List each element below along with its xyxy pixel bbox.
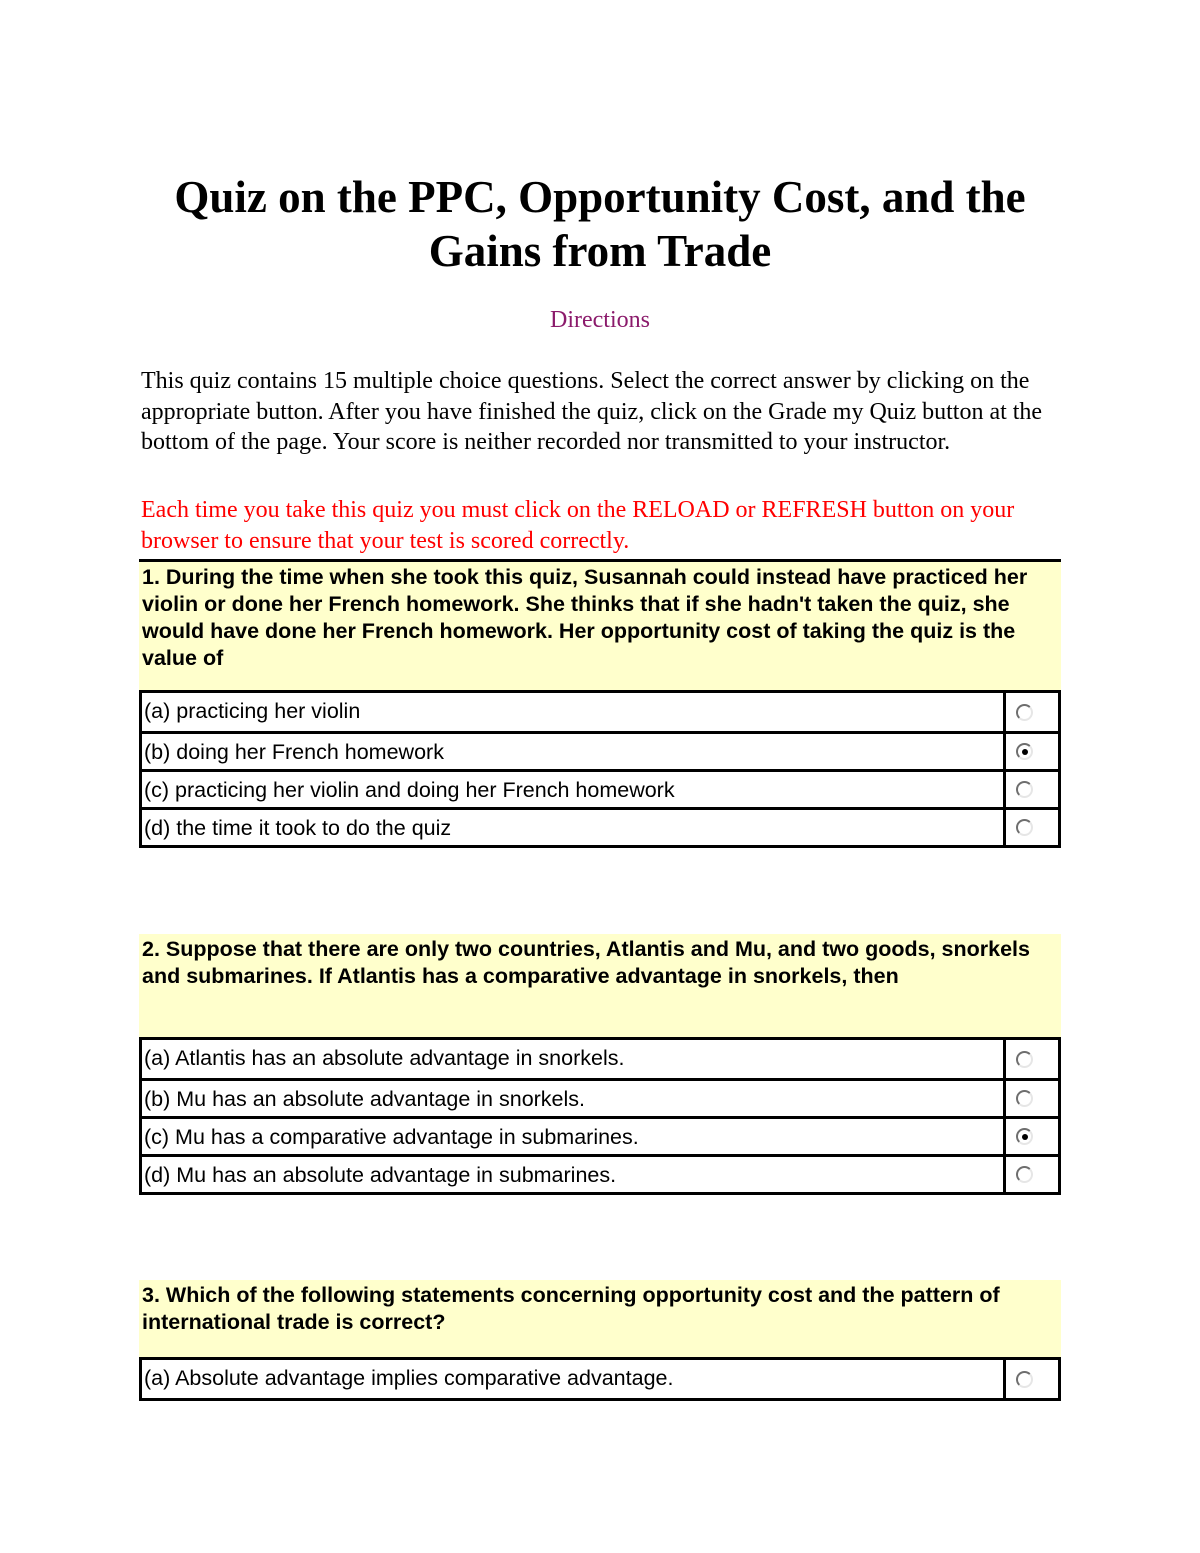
reload-warning: Each time you take this quiz you must click on the RELOAD or REFRESH button on your browser to ensure that your test is scored correctly. [141,497,1015,554]
question-3-options [139,1357,1061,1401]
option-row [142,1154,1058,1192]
option-label: (d) the time it took to do the quiz [142,810,1006,845]
question-2-options [139,1037,1061,1195]
option-radio-cell [1006,693,1058,731]
option-row [142,1116,1058,1154]
question-1 [139,559,1061,848]
option-row [142,731,1058,769]
radio-button[interactable] [1016,1371,1033,1388]
option-label: (b) doing her French homework [142,734,1006,769]
question-3-stem: 3. Which of the following statements concerning opportunity cost and the pattern of international trade is correct? [139,1280,1061,1357]
option-label: (a) Absolute advantage implies comparative advantage. [142,1360,1006,1398]
radio-button[interactable] [1016,1128,1033,1145]
radio-button[interactable] [1016,781,1033,798]
option-label: (d) Mu has an absolute advantage in submarines. [142,1157,1006,1192]
option-label: (c) practicing her violin and doing her French homework [142,772,1006,807]
option-radio-cell [1006,1119,1058,1154]
option-row [142,693,1058,731]
question-3 [139,1280,1061,1401]
option-label: (b) Mu has an absolute advantage in snorkels. [142,1081,1006,1116]
option-radio-cell [1006,1081,1058,1116]
option-label: (c) Mu has a comparative advantage in submarines. [142,1119,1006,1154]
question-1-stem: 1. During the time when she took this quiz, Susannah could instead have practiced her violin or done her French homework. She thinks that if she hadn't taken the quiz, she would have done her French homework. Her opportunity cost of taking the quiz is the value of [139,559,1061,690]
page-title: Quiz on the PPC, Opportunity Cost, and the Gains from Trade [174,172,1026,276]
question-1-options [139,690,1061,848]
option-radio-cell [1006,734,1058,769]
option-radio-cell [1006,1360,1058,1398]
intro-paragraph: This quiz contains 15 multiple choice questions. Select the correct answer by clicking on the appropriate button. After you have finished the quiz, click on the Grade my Quiz button at the bottom of the page. Your score is neither recorded nor transmitted to your instructor. [141,368,1043,455]
option-label: (a) practicing her violin [142,693,1006,731]
question-2-stem: 2. Suppose that there are only two countries, Atlantis and Mu, and two goods, snorkels and submarines. If Atlantis has a comparative advantage in snorkels, then [139,934,1061,1037]
radio-button[interactable] [1016,1090,1033,1107]
radio-button[interactable] [1016,1166,1033,1183]
radio-button[interactable] [1016,1051,1033,1068]
option-radio-cell [1006,1157,1058,1192]
radio-button[interactable] [1016,743,1033,760]
option-row [142,1360,1058,1398]
option-row [142,1078,1058,1116]
option-radio-cell [1006,1040,1058,1078]
option-radio-cell [1006,772,1058,807]
option-row [142,1040,1058,1078]
option-radio-cell [1006,810,1058,845]
question-2 [139,934,1061,1195]
option-label: (a) Atlantis has an absolute advantage in snorkels. [142,1040,1006,1078]
option-row [142,807,1058,845]
option-row [142,769,1058,807]
radio-button[interactable] [1016,819,1033,836]
directions-heading: Directions [550,307,650,333]
radio-button[interactable] [1016,704,1033,721]
